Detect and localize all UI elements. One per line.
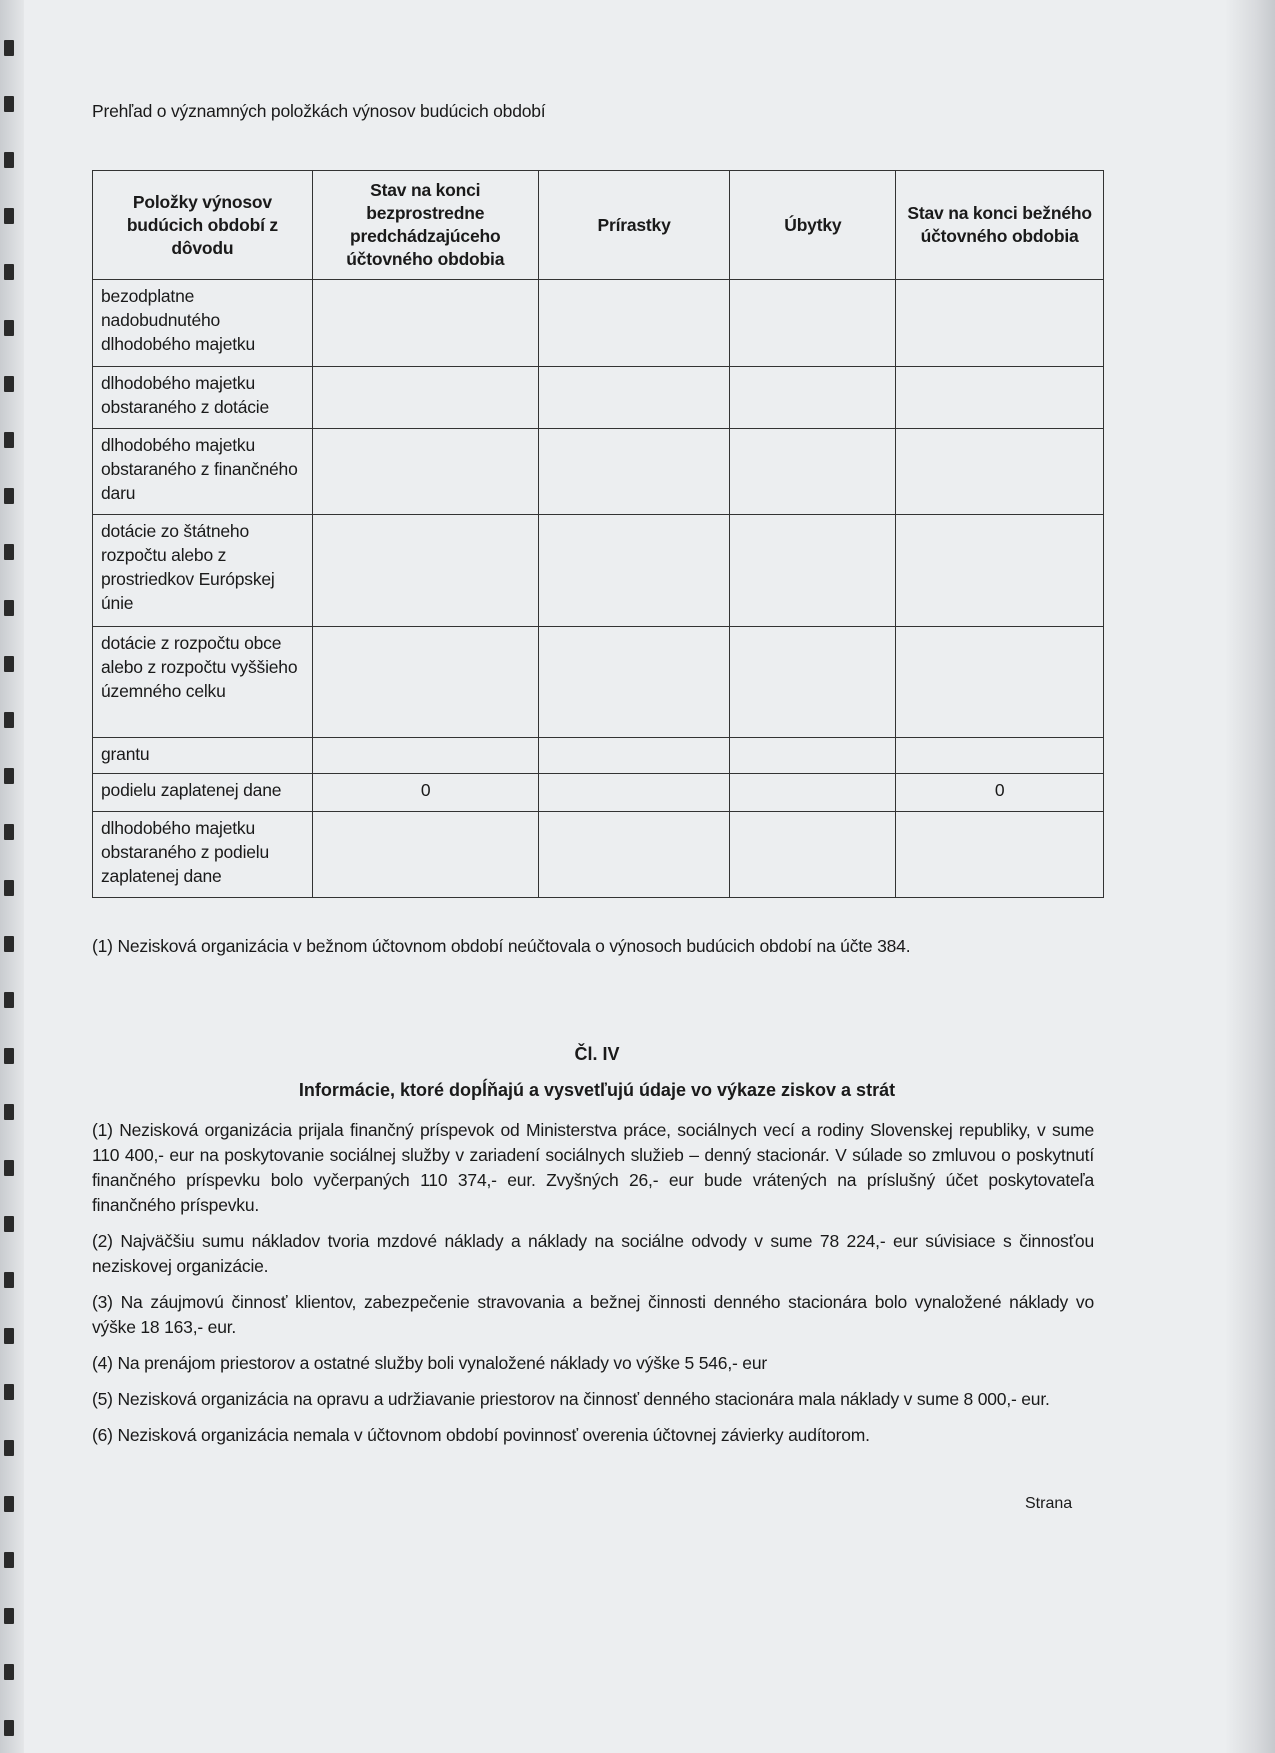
cell-decrease [730, 429, 896, 515]
binding-hole [4, 1664, 14, 1680]
binding-hole [4, 208, 14, 224]
page-edge [1225, 0, 1275, 1753]
section-heading: Čl. IV [574, 1044, 620, 1064]
table-row [93, 812, 1104, 898]
binding-hole [4, 1104, 14, 1120]
table-header-row [93, 171, 1104, 280]
section-subtitle: Informácie, ktoré dopĺňajú a vysvetľujú údaje vo výkaze ziskov a strát [298, 1080, 896, 1100]
binding-hole [4, 712, 14, 728]
cell-increase [538, 627, 730, 738]
binding-hole [4, 1552, 14, 1568]
binding-hole [4, 376, 14, 392]
cell-end [896, 515, 1104, 627]
cell-start: 0 [312, 774, 538, 812]
row-label: podielu zaplatenej dane [93, 774, 313, 812]
overview-title: Prehľad o významných položkách výnosov budúcich období [92, 101, 546, 121]
list-item: (5) Nezisková organizácia na opravu a udržiavanie priestorov na činnosť denného stacionára mala náklady v sume 8 000,- eur. [92, 1389, 1050, 1409]
cell-decrease [730, 515, 896, 627]
list-item: (4) Na prenájom priestorov a ostatné služby boli vynaložené náklady vo výške 5 546,- eur [92, 1353, 767, 1373]
cell-end: 0 [896, 774, 1104, 812]
cell-decrease [730, 738, 896, 774]
binding-hole [4, 1384, 14, 1400]
list-item: (1) Nezisková organizácia prijala finančný príspevok od Ministerstva práce, sociálnych vecí a rodiny Slovenskej republiky, v sume 110 400,- eur na poskytovanie sociálnej služby v zariadení sociálnych služieb – denný stacionár. V súlade so zmluvou o poskytnutí finančného príspevku bolo vyčerpaných 110 374,- eur. Zvyšných 26,- eur bude vrátených na príslušný účet poskytovateľa finančného príspevku. [92, 1120, 1094, 1215]
binding-hole [4, 1272, 14, 1288]
cell-increase [538, 367, 730, 429]
list-item: (6) Nezisková organizácia nemala v účtovnom období povinnosť overenia účtovnej závierky audítorom. [92, 1425, 870, 1445]
row-label: dlhodobého majetku obstaraného z dotácie [93, 367, 313, 429]
cell-start [312, 812, 538, 898]
header-end: Stav na konci bežného účtovného obdobia [896, 171, 1104, 280]
table-row [93, 738, 1104, 774]
cell-start [312, 429, 538, 515]
binding-hole [4, 824, 14, 840]
cell-decrease [730, 774, 896, 812]
cell-end [896, 738, 1104, 774]
cell-start [312, 627, 538, 738]
cell-decrease [730, 280, 896, 367]
row-label: dotácie zo štátneho rozpočtu alebo z prostriedkov Európskej únie [93, 515, 313, 627]
binding-hole [4, 936, 14, 952]
cell-start [312, 367, 538, 429]
table-row [93, 515, 1104, 627]
binding-hole [4, 432, 14, 448]
table-row [93, 429, 1104, 515]
binding-hole [4, 488, 14, 504]
cell-increase [538, 812, 730, 898]
list-item: (3) Na záujmovú činnosť klientov, zabezpečenie stravovania a bežnej činnosti denného stacionára bolo vynaložené náklady vo výške 18 163,- eur. [92, 1292, 1094, 1337]
binding-hole [4, 96, 14, 112]
deferred-income-table [92, 170, 1104, 898]
table-row [93, 367, 1104, 429]
cell-decrease [730, 367, 896, 429]
table-row [93, 627, 1104, 738]
row-label: dlhodobého majetku obstaraného z finančného daru [93, 429, 313, 515]
row-label: grantu [93, 738, 313, 774]
table-note: (1) Nezisková organizácia v bežnom účtovnom období neúčtovala o výnosoch budúcich období na účte 384. [92, 936, 911, 956]
header-item: Položky výnosov budúcich období z dôvodu [93, 171, 313, 280]
row-label: dotácie z rozpočtu obce alebo z rozpočtu vyššieho územného celku [93, 627, 313, 738]
header-increase: Prírastky [538, 171, 730, 280]
binding-hole [4, 152, 14, 168]
binding-hole [4, 1160, 14, 1176]
binding-hole [4, 1720, 14, 1736]
row-label: dlhodobého majetku obstaraného z podielu zaplatenej dane [93, 812, 313, 898]
binding-hole [4, 1608, 14, 1624]
binding-hole [4, 656, 14, 672]
binding-hole [4, 600, 14, 616]
cell-decrease [730, 627, 896, 738]
binding-hole [4, 992, 14, 1008]
table-row [93, 774, 1104, 812]
cell-increase [538, 774, 730, 812]
binding-hole [4, 880, 14, 896]
binding-hole [4, 544, 14, 560]
binding-hole [4, 1048, 14, 1064]
cell-end [896, 627, 1104, 738]
cell-end [896, 429, 1104, 515]
binding-hole [4, 40, 14, 56]
cell-start [312, 515, 538, 627]
list-item: (2) Najväčšiu sumu nákladov tvoria mzdové náklady a náklady na sociálne odvody v sume 78 224,- eur súvisiace s činnosťou neziskovej organizácie. [92, 1231, 1094, 1276]
cell-start [312, 280, 538, 367]
row-label: bezodplatne nadobudnutého dlhodobého majetku [93, 280, 313, 367]
cell-end [896, 812, 1104, 898]
cell-decrease [730, 812, 896, 898]
table-row [93, 280, 1104, 367]
binding-hole [4, 1440, 14, 1456]
cell-increase [538, 280, 730, 367]
header-decrease: Úbytky [730, 171, 896, 280]
section-items [92, 1118, 1094, 1459]
binding-hole [4, 320, 14, 336]
binding-hole [4, 768, 14, 784]
cell-increase [538, 515, 730, 627]
cell-increase [538, 429, 730, 515]
binding-hole [4, 264, 14, 280]
cell-start [312, 738, 538, 774]
header-start: Stav na konci bezprostredne predchádzajúceho účtovného obdobia [312, 171, 538, 280]
cell-end [896, 367, 1104, 429]
page-label: Strana [1025, 1495, 1073, 1512]
cell-increase [538, 738, 730, 774]
binding-hole [4, 1216, 14, 1232]
spiral-binding [0, 0, 24, 1753]
binding-hole [4, 1328, 14, 1344]
cell-end [896, 280, 1104, 367]
binding-hole [4, 1496, 14, 1512]
